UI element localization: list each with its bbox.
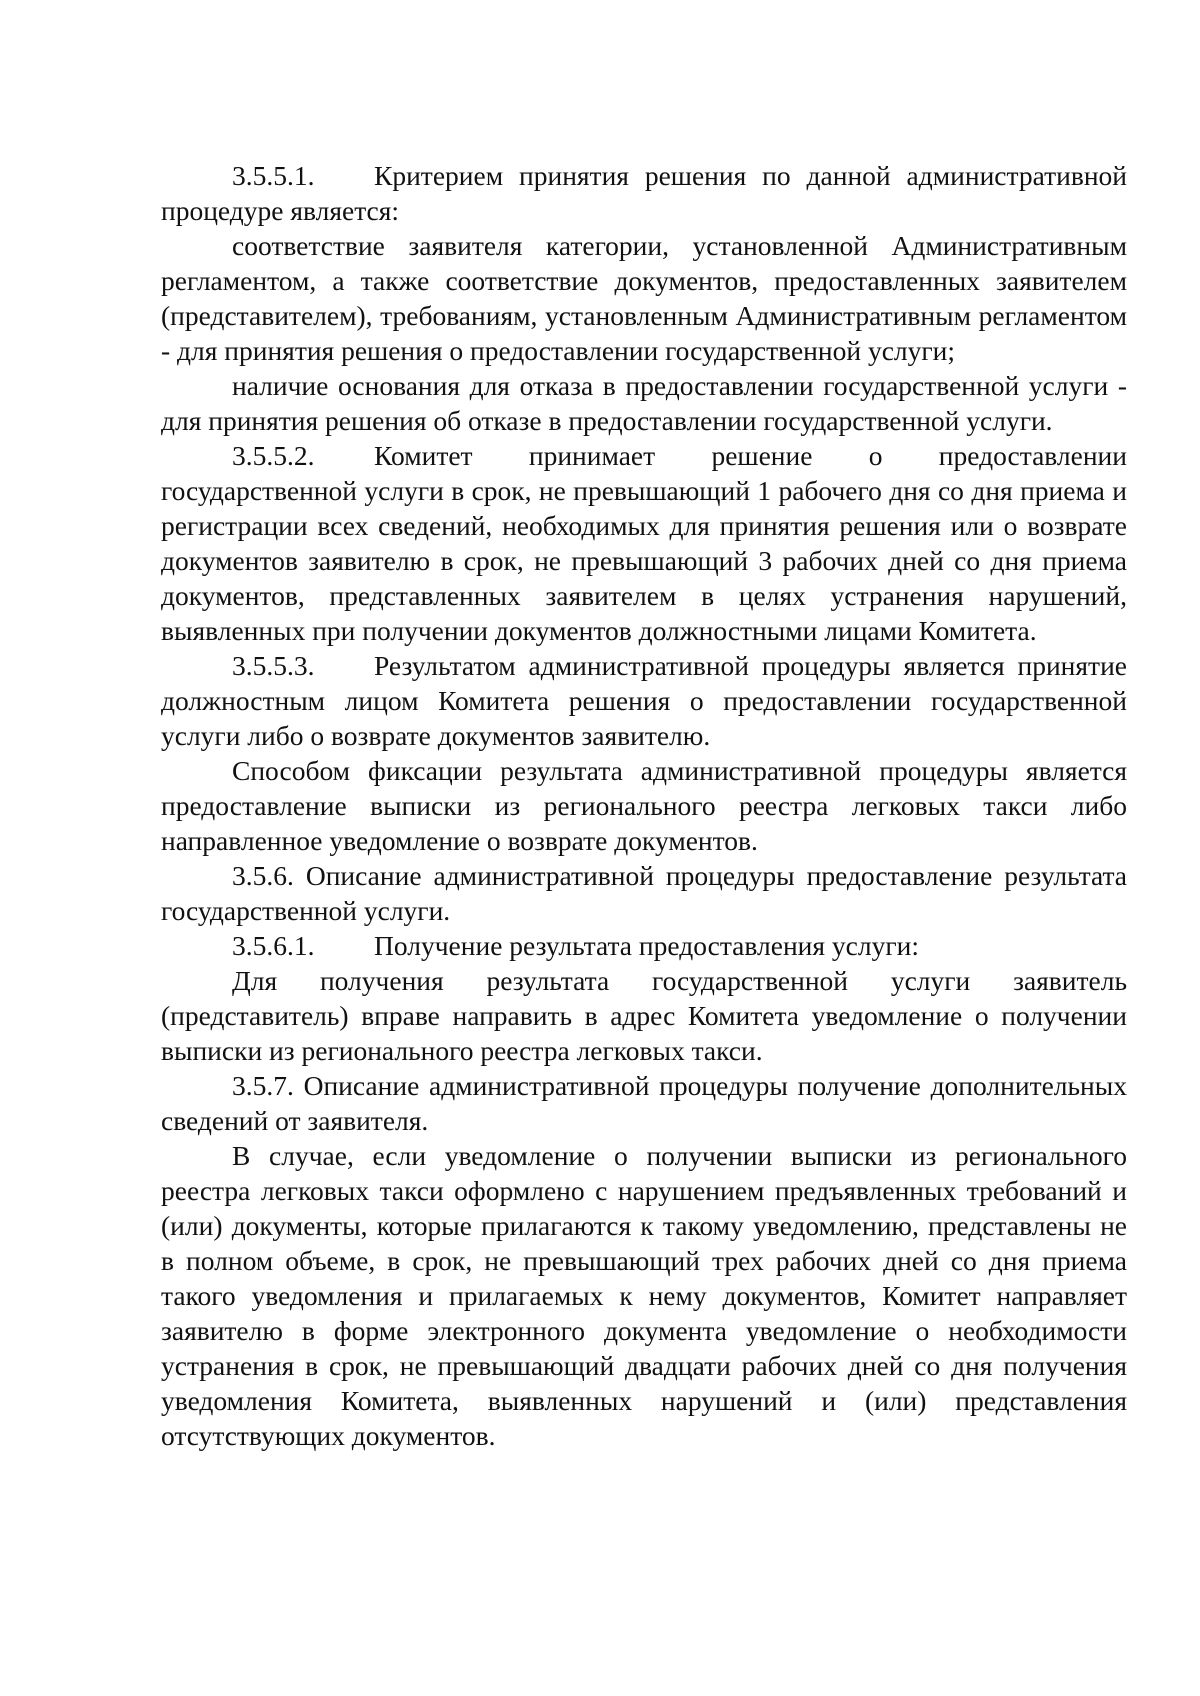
paragraph-violation-notice — [161, 1138, 1127, 1453]
paragraph-text: соответствие заявителя категории, установленной Административным регламентом, а также соответствие документов, предоставленных заявителем (представителем), требованиям, установленным Административным регламентом - для принятия решения о предоставлении государственной услуги; — [161, 230, 1127, 366]
paragraph-text: Получение результата предоставления услуги: — [374, 930, 919, 961]
paragraph-text: В случае, если уведомление о получении выписки из регионального реестра легковых такси оформлено с нарушением предъявленных требований и (или) документы, которые прилагаются к такому уведомлению, представлены не в полном объеме, в срок, не превышающий трех рабочих дней со дня приема такого уведомления и прилагаемых к нему документов, Комитет направляет заявителю в форме электронного документа уведомление о необходимости устранения в срок, не превышающий двадцати рабочих дней со дня получения уведомления Комитета, выявленных нарушений и (или) представления отсутствующих документов. — [161, 1140, 1127, 1451]
paragraph-fixation-method — [161, 753, 1127, 858]
paragraph-text: Комитет принимает решение о предоставлении государственной услуги в срок, не превышающий 1 рабочего дня со дня приема и регистрации всех сведений, необходимых для принятия решения или о возврате документов заявителю в срок, не превышающий 3 рабочих дней со дня приема документов, представленных заявителем в целях устранения нарушений, выявленных при получении документов должностными лицами Комитета. — [161, 440, 1127, 646]
paragraph-criterion-refusal — [161, 368, 1127, 438]
paragraph-number: 3.5.5.2. — [232, 440, 315, 471]
paragraph-3-5-6-1 — [161, 928, 1127, 963]
paragraph-text: наличие основания для отказа в предоставлении государственной услуги - для принятия решения об отказе в предоставлении государственной услуги. — [161, 370, 1127, 436]
paragraph-number: 3.5.6. — [232, 860, 294, 891]
document-body — [161, 158, 1127, 1453]
paragraph-3-5-5-3 — [161, 648, 1127, 753]
paragraph-number: 3.5.7. — [232, 1070, 294, 1101]
paragraph-number: 3.5.5.1. — [232, 160, 315, 191]
paragraph-3-5-5-1 — [161, 158, 1127, 228]
paragraph-3-5-7 — [161, 1068, 1127, 1138]
paragraph-3-5-6 — [161, 858, 1127, 928]
paragraph-number: 3.5.6.1. — [232, 930, 315, 961]
paragraph-text: Описание административной процедуры предоставление результата государственной услуги. — [161, 860, 1127, 926]
paragraph-3-5-5-2 — [161, 438, 1127, 648]
paragraph-text: Для получения результата государственной услуги заявитель (представитель) вправе направить в адрес Комитета уведомление о получении выписки из регионального реестра легковых такси. — [161, 965, 1127, 1066]
paragraph-text: Описание административной процедуры получение дополнительных сведений от заявителя. — [161, 1070, 1128, 1136]
paragraph-number: 3.5.5.3. — [232, 650, 315, 681]
paragraph-result-receipt — [161, 963, 1127, 1068]
paragraph-text: Результатом административной процедуры является принятие должностным лицом Комитета решения о предоставлении государственной услуги либо о возврате документов заявителю. — [161, 650, 1127, 751]
paragraph-text: Способом фиксации результата административной процедуры является предоставление выписки из регионального реестра легковых такси либо направленное уведомление о возврате документов. — [161, 755, 1127, 856]
paragraph-text: Критерием принятия решения по данной административной процедуре является: — [161, 160, 1127, 226]
paragraph-criterion-conformity — [161, 228, 1127, 368]
